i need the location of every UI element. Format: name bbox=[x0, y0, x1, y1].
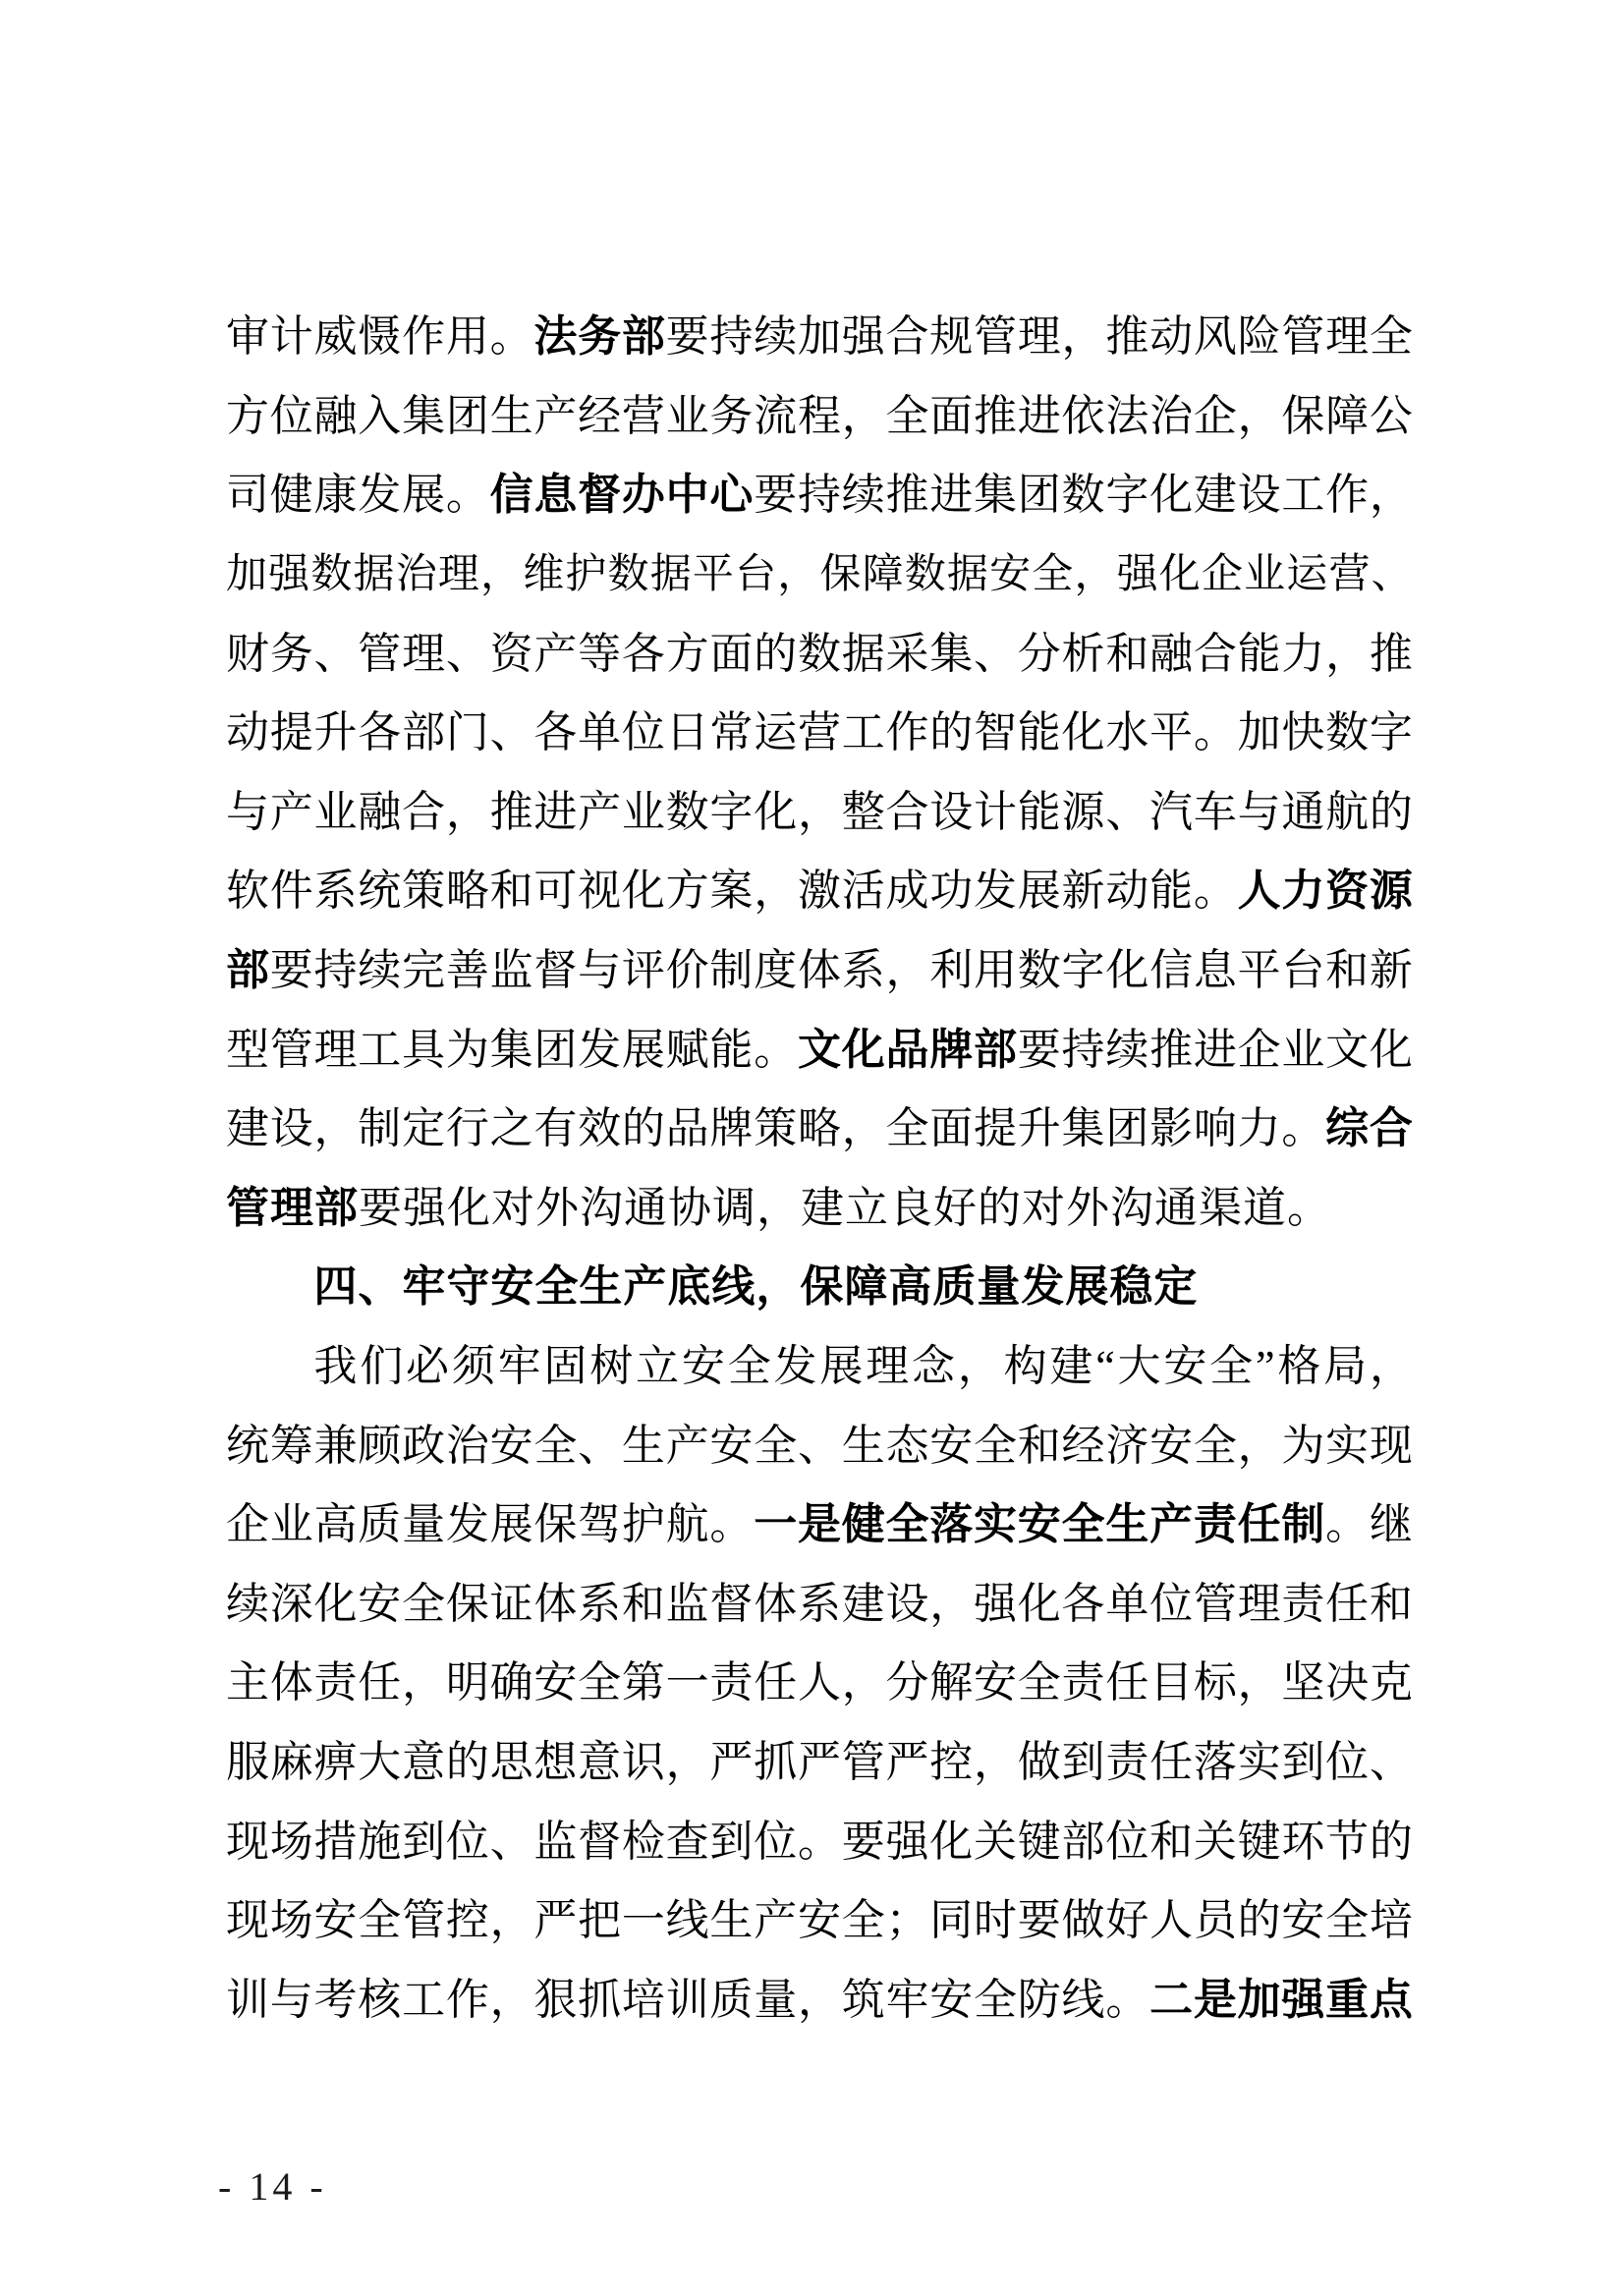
text-line: 加 强 数 据 治 理 ， 维 护 数 据 平 台 ， 保 障 数 据 安 全 ， 强 化 企 业 运 营 、 bbox=[226, 552, 1413, 598]
text-line: 统 筹 兼 顾 政 治 安 全 、 生 产 安 全 、 生 态 安 全 和 经 济 安 全 ， 为 实 现 bbox=[226, 1421, 1413, 1470]
text-block bbox=[226, 298, 1413, 2040]
text-line: 审 计 威 慑 作 用 。 法 务 部 要 持 续 加 强 合 规 管 理 ， 推 动 风 险 管 理 全 bbox=[226, 312, 1413, 362]
section-heading: 四 、 牢 守 安 全 生 产 底 线 ， 保 障 高 质 量 发 展 稳 定 bbox=[313, 1262, 1199, 1312]
text-line: 续 深 化 安 全 保 证 体 系 和 监 督 体 系 建 设 ， 强 化 各 单 位 管 理 责 任 和 bbox=[226, 1579, 1413, 1628]
text-line: 方 位 融 入 集 团 生 产 经 营 业 务 流 程 ， 全 面 推 进 依 法 治 企 ， 保 障 公 bbox=[226, 391, 1413, 440]
text-line: 与 产 业 融 合 ， 推 进 产 业 数 字 化 ， 整 合 设 计 能 源 、 汽 车 与 通 航 的 bbox=[226, 787, 1413, 836]
text-line: 主 体 责 任 ， 明 确 安 全 第 一 责 任 人 ， 分 解 安 全 责 任 目 标 ， 坚 决 克 bbox=[226, 1658, 1413, 1708]
text-line: 部 要 持 续 完 善 监 督 与 评 价 制 度 体 系 ， 利 用 数 字 化 信 息 平 台 和 新 bbox=[226, 946, 1413, 995]
text-line: 管 理 部 要 强 化 对 外 沟 通 协 调 ， 建 立 良 好 的 对 外 沟 通 渠 道 。 bbox=[226, 1183, 1331, 1232]
text-line: 司 健 康 发 展 。 信 息 督 办 中 心 要 持 续 推 进 集 团 数 字 化 建 设 工 作 ， bbox=[226, 471, 1413, 520]
text-line: 训 与 考 核 工 作 ， 狠 抓 培 训 质 量 ， 筑 牢 安 全 防 线 。 二 是 加 强 重 点 bbox=[226, 1975, 1413, 2024]
text-line: 企 业 高 质 量 发 展 保 驾 护 航 。 一 是 健 全 落 实 安 全 生 产 责 任 制 。 继 bbox=[226, 1500, 1413, 1549]
text-line: 我 们 必 须 牢 固 树 立 安 全 发 展 理 念 ， 构 建 “ 大 安 全 ” 格 局 ， bbox=[313, 1342, 1413, 1391]
text-line: 服 麻 痹 大 意 的 思 想 意 识 ， 严 抓 严 管 严 控 ， 做 到 责 任 落 实 到 位 、 bbox=[226, 1737, 1413, 1786]
page-number: - 14 - bbox=[218, 2164, 327, 2209]
text-line: 财 务 、 管 理 、 资 产 等 各 方 面 的 数 据 采 集 、 分 析 和 融 合 能 力 ， 推 bbox=[226, 629, 1413, 678]
text-line: 型 管 理 工 具 为 集 团 发 展 赋 能 。 文 化 品 牌 部 要 持 续 推 进 企 业 文 化 bbox=[226, 1025, 1413, 1074]
text-line: 建 设 ， 制 定 行 之 有 效 的 品 牌 策 略 ， 全 面 提 升 集 团 影 响 力 。 综 合 bbox=[226, 1104, 1413, 1153]
text-line: 现 场 安 全 管 控 ， 严 把 一 线 生 产 安 全 ； 同 时 要 做 好 人 员 的 安 全 培 bbox=[226, 1896, 1413, 1945]
text-line: 现 场 措 施 到 位 、 监 督 检 查 到 位 。 要 强 化 关 键 部 位 和 关 键 环 节 的 bbox=[226, 1817, 1413, 1866]
text-line: 动 提 升 各 部 门 、 各 单 位 日 常 运 营 工 作 的 智 能 化 水 平 。 加 快 数 字 bbox=[226, 708, 1413, 757]
text-line: 软 件 系 统 策 略 和 可 视 化 方 案 ， 激 活 成 功 发 展 新 动 能 。 人 力 资 源 bbox=[226, 867, 1413, 916]
